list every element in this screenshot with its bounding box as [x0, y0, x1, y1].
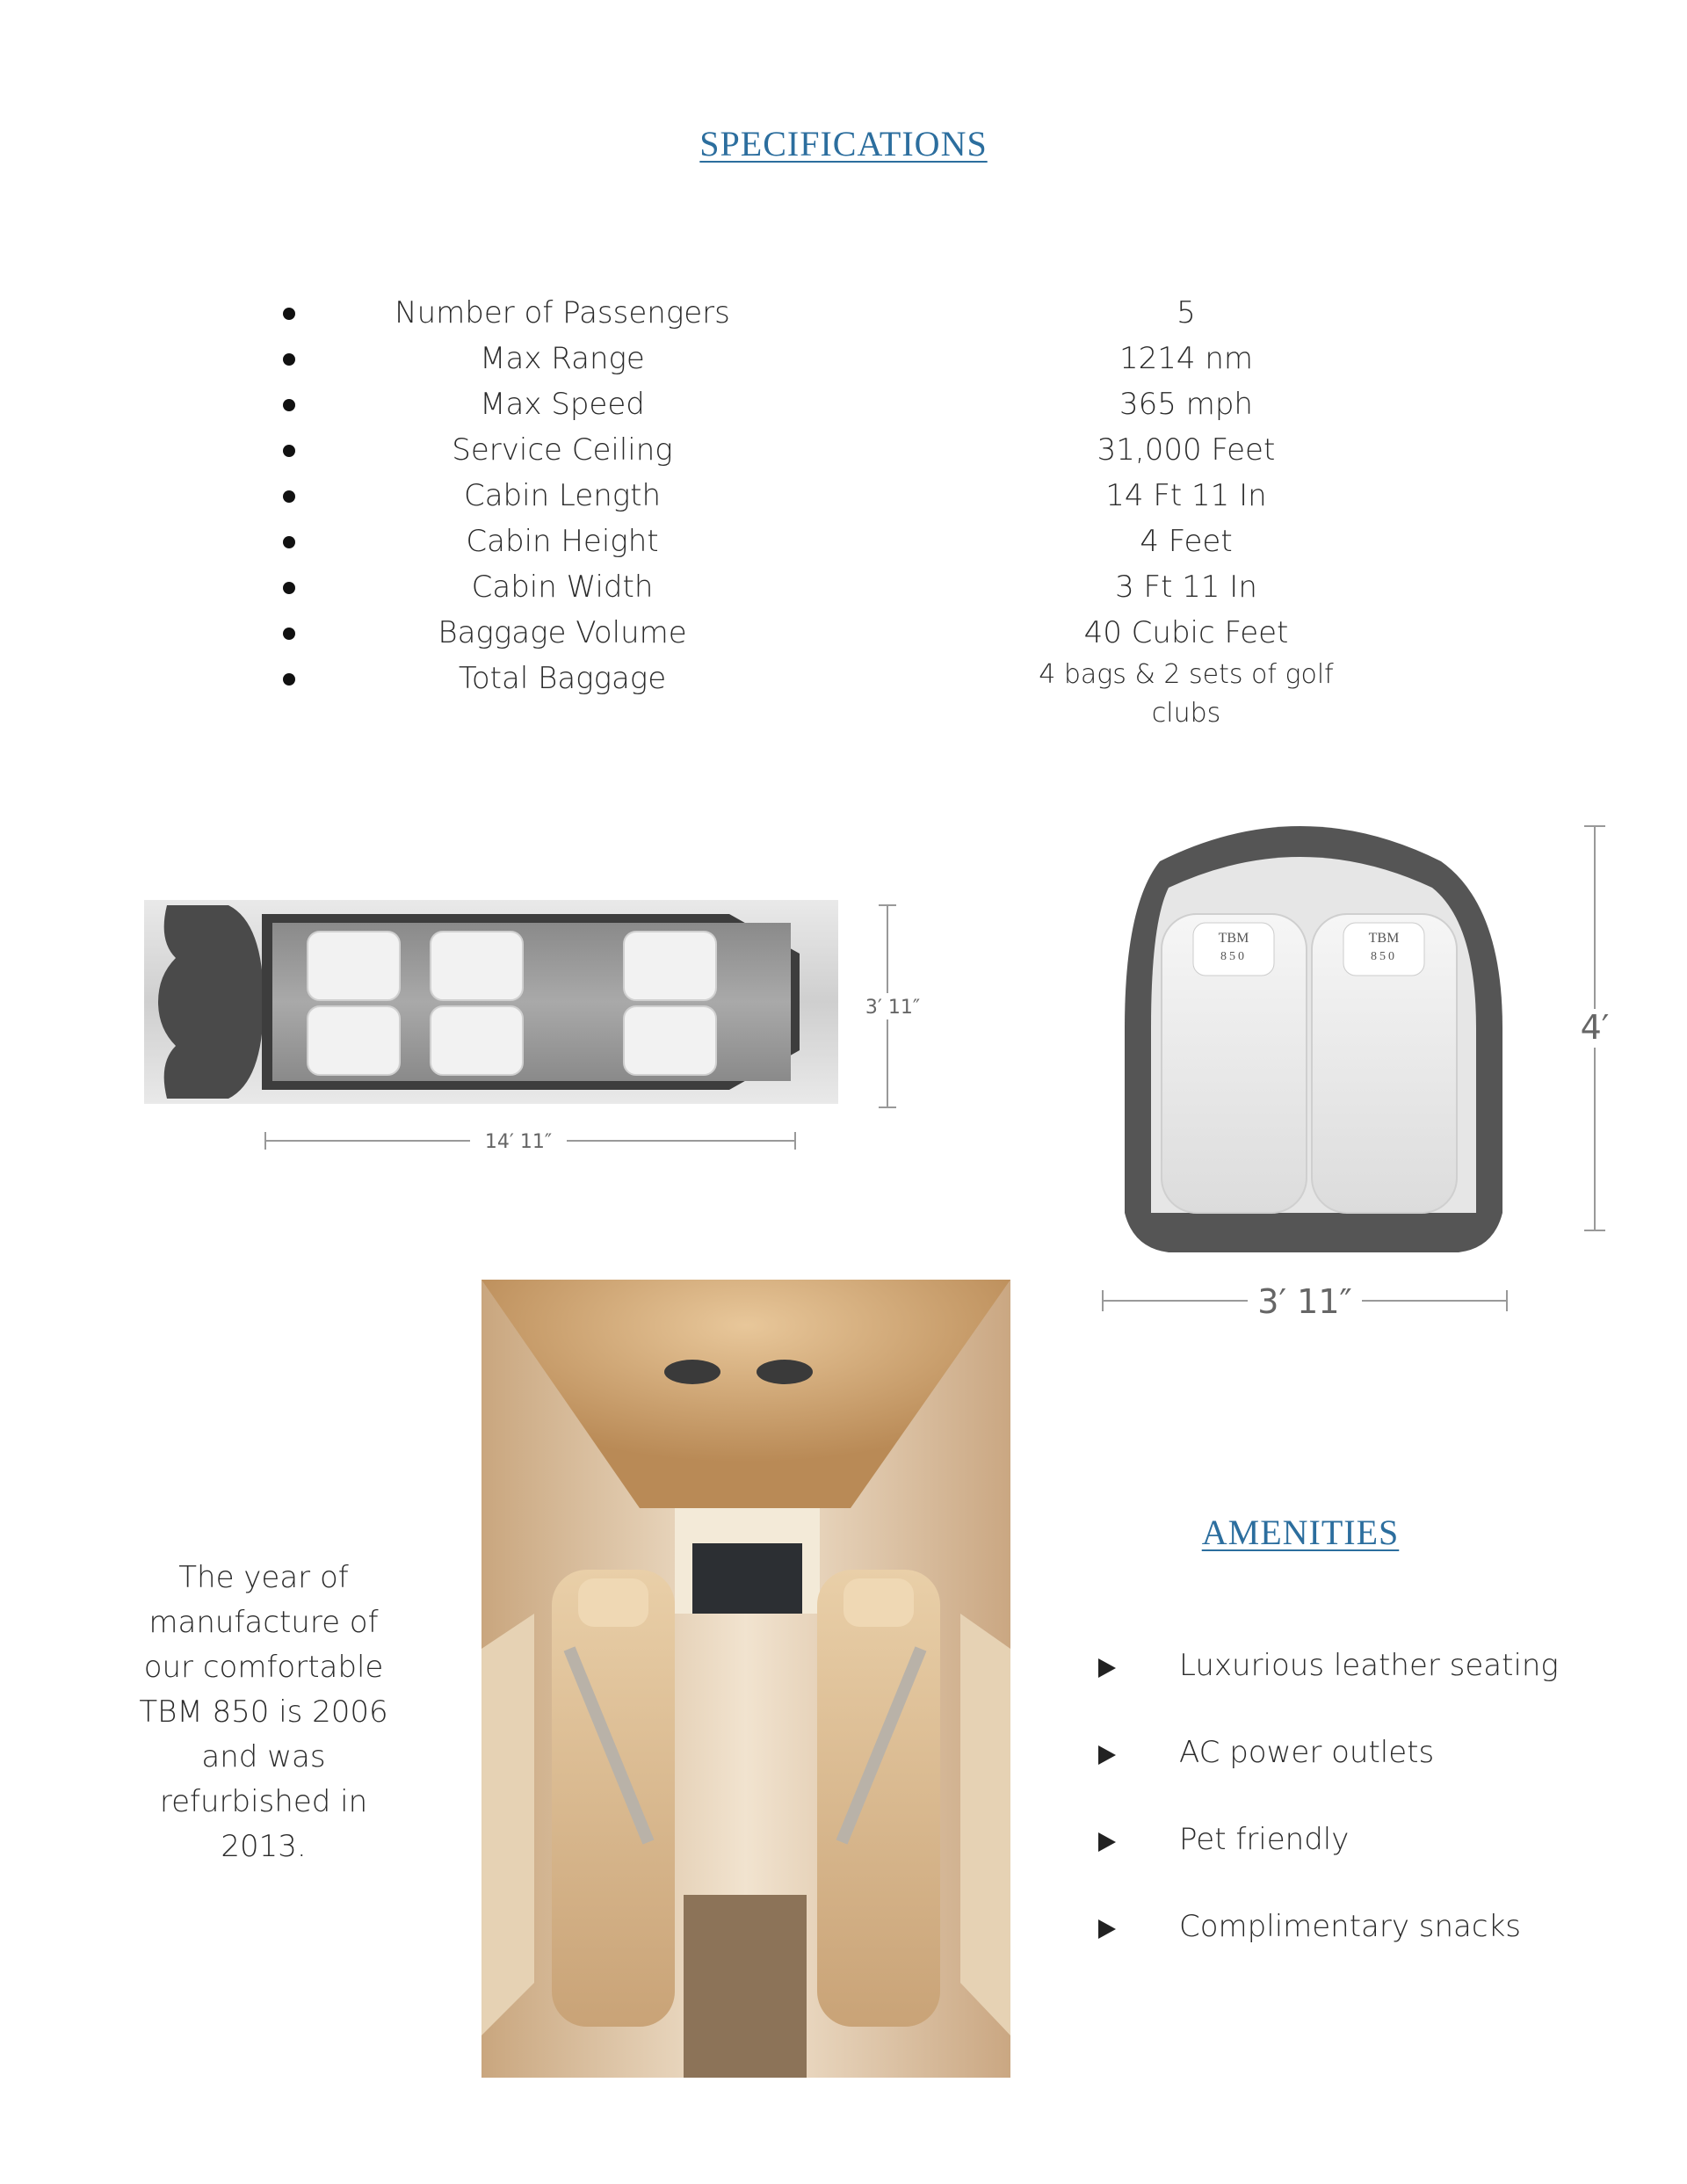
amenity-item	[1098, 1909, 1625, 1953]
headrest-model-text: 850	[1371, 950, 1397, 963]
reading-light-shape	[664, 1360, 720, 1384]
spec-value	[1002, 656, 1371, 733]
headrest-brand-text: TBM	[1368, 931, 1400, 946]
spec-value: 31,000 Feet	[1097, 432, 1276, 468]
headrest-model-text: 850	[1220, 950, 1247, 963]
seat-shape	[431, 932, 523, 1000]
amenity-label: Luxurious leather seating	[1179, 1648, 1559, 1683]
amenity-label: Complimentary snacks	[1179, 1909, 1521, 1944]
spec-row-passengers	[0, 290, 1687, 336]
right-seat-group	[1312, 914, 1457, 1213]
spec-label: Cabin Length	[463, 478, 662, 513]
spec-label: Service Ceiling	[452, 432, 673, 468]
left-seat-group	[1162, 914, 1307, 1213]
arrow-right-icon	[1098, 1658, 1116, 1678]
spec-value-line: clubs	[1151, 698, 1221, 729]
amenities-heading: AMENITIES	[1201, 1513, 1400, 1552]
cabin-top-view-diagram	[132, 888, 940, 1186]
spec-value: 365 mph	[1119, 387, 1253, 422]
cabin-cross-section-diagram	[1090, 809, 1617, 1327]
left-wall-shape	[481, 1614, 534, 2035]
arrow-right-icon	[1098, 1832, 1116, 1852]
cross-section-width-label: 3′ 11″	[1257, 1282, 1352, 1321]
spec-value: 14 Ft 11 In	[1105, 478, 1267, 513]
spec-value: 1214 nm	[1119, 341, 1253, 376]
spec-label: Cabin Width	[471, 570, 654, 605]
bullet-icon	[283, 399, 295, 411]
spec-value: 5	[1177, 295, 1196, 330]
spec-row-service-ceiling	[0, 427, 1687, 473]
left-seat-shape	[552, 1570, 675, 2027]
right-seat-shape	[817, 1570, 940, 2027]
spec-label: Number of Passengers	[395, 295, 730, 330]
spec-value: 4 Feet	[1140, 524, 1233, 559]
headrest-shape	[578, 1578, 648, 1627]
bullet-icon	[283, 582, 295, 594]
bullet-icon	[283, 490, 295, 503]
spec-row-baggage-volume	[0, 610, 1687, 656]
cabin-interior-photo	[481, 1280, 1010, 2078]
spec-row-cabin-length	[0, 473, 1687, 519]
aircraft-description: The year of manufacture of our comfortable TBM 850 is 2006 and was refurbished in 2013.	[139, 1560, 388, 1864]
instrument-panel-shape	[692, 1543, 802, 1614]
bullet-icon	[283, 445, 295, 457]
cross-section-height-label: 4′	[1580, 1008, 1610, 1047]
spec-value-line: 4 bags & 2 sets of golf	[1039, 659, 1334, 690]
spec-row-cabin-width	[0, 564, 1687, 610]
spec-label: Baggage Volume	[438, 615, 687, 650]
spec-label: Max Range	[480, 341, 645, 376]
bullet-icon	[283, 536, 295, 548]
seat-shape	[624, 932, 716, 1000]
reading-light-shape	[757, 1360, 813, 1384]
headrest-shape	[844, 1578, 914, 1627]
aisle-floor-shape	[684, 1895, 807, 2078]
bullet-icon	[283, 673, 295, 686]
spec-row-max-range	[0, 336, 1687, 381]
seat-shape	[624, 1006, 716, 1075]
amenity-label: AC power outlets	[1179, 1735, 1435, 1770]
amenity-item	[1098, 1822, 1625, 1866]
spec-label: Max Speed	[480, 387, 645, 422]
bullet-icon	[283, 628, 295, 640]
amenity-item	[1098, 1735, 1625, 1779]
seat-shape	[431, 1006, 523, 1075]
spec-value: 3 Ft 11 In	[1115, 570, 1257, 605]
nose-shape	[158, 905, 264, 1099]
bullet-icon	[283, 353, 295, 366]
top-view-length-label: 14′ 11″	[484, 1131, 553, 1153]
seat-shape	[308, 932, 400, 1000]
spec-value: 40 Cubic Feet	[1083, 615, 1289, 650]
amenity-item	[1098, 1648, 1625, 1692]
right-wall-shape	[960, 1614, 1010, 2035]
spec-row-total-baggage	[0, 656, 1687, 744]
specifications-heading: SPECIFICATIONS	[699, 124, 988, 163]
top-view-width-label: 3′ 11″	[865, 997, 921, 1019]
arrow-right-icon	[1098, 1919, 1116, 1939]
arrow-right-icon	[1098, 1745, 1116, 1765]
headrest-brand-text: TBM	[1218, 931, 1249, 946]
spec-label: Total Baggage	[458, 661, 667, 696]
spec-label: Cabin Height	[466, 524, 659, 559]
spec-row-max-speed	[0, 381, 1687, 427]
bullet-icon	[283, 308, 295, 320]
amenity-label: Pet friendly	[1179, 1822, 1350, 1857]
spec-row-cabin-height	[0, 519, 1687, 564]
seat-shape	[308, 1006, 400, 1075]
